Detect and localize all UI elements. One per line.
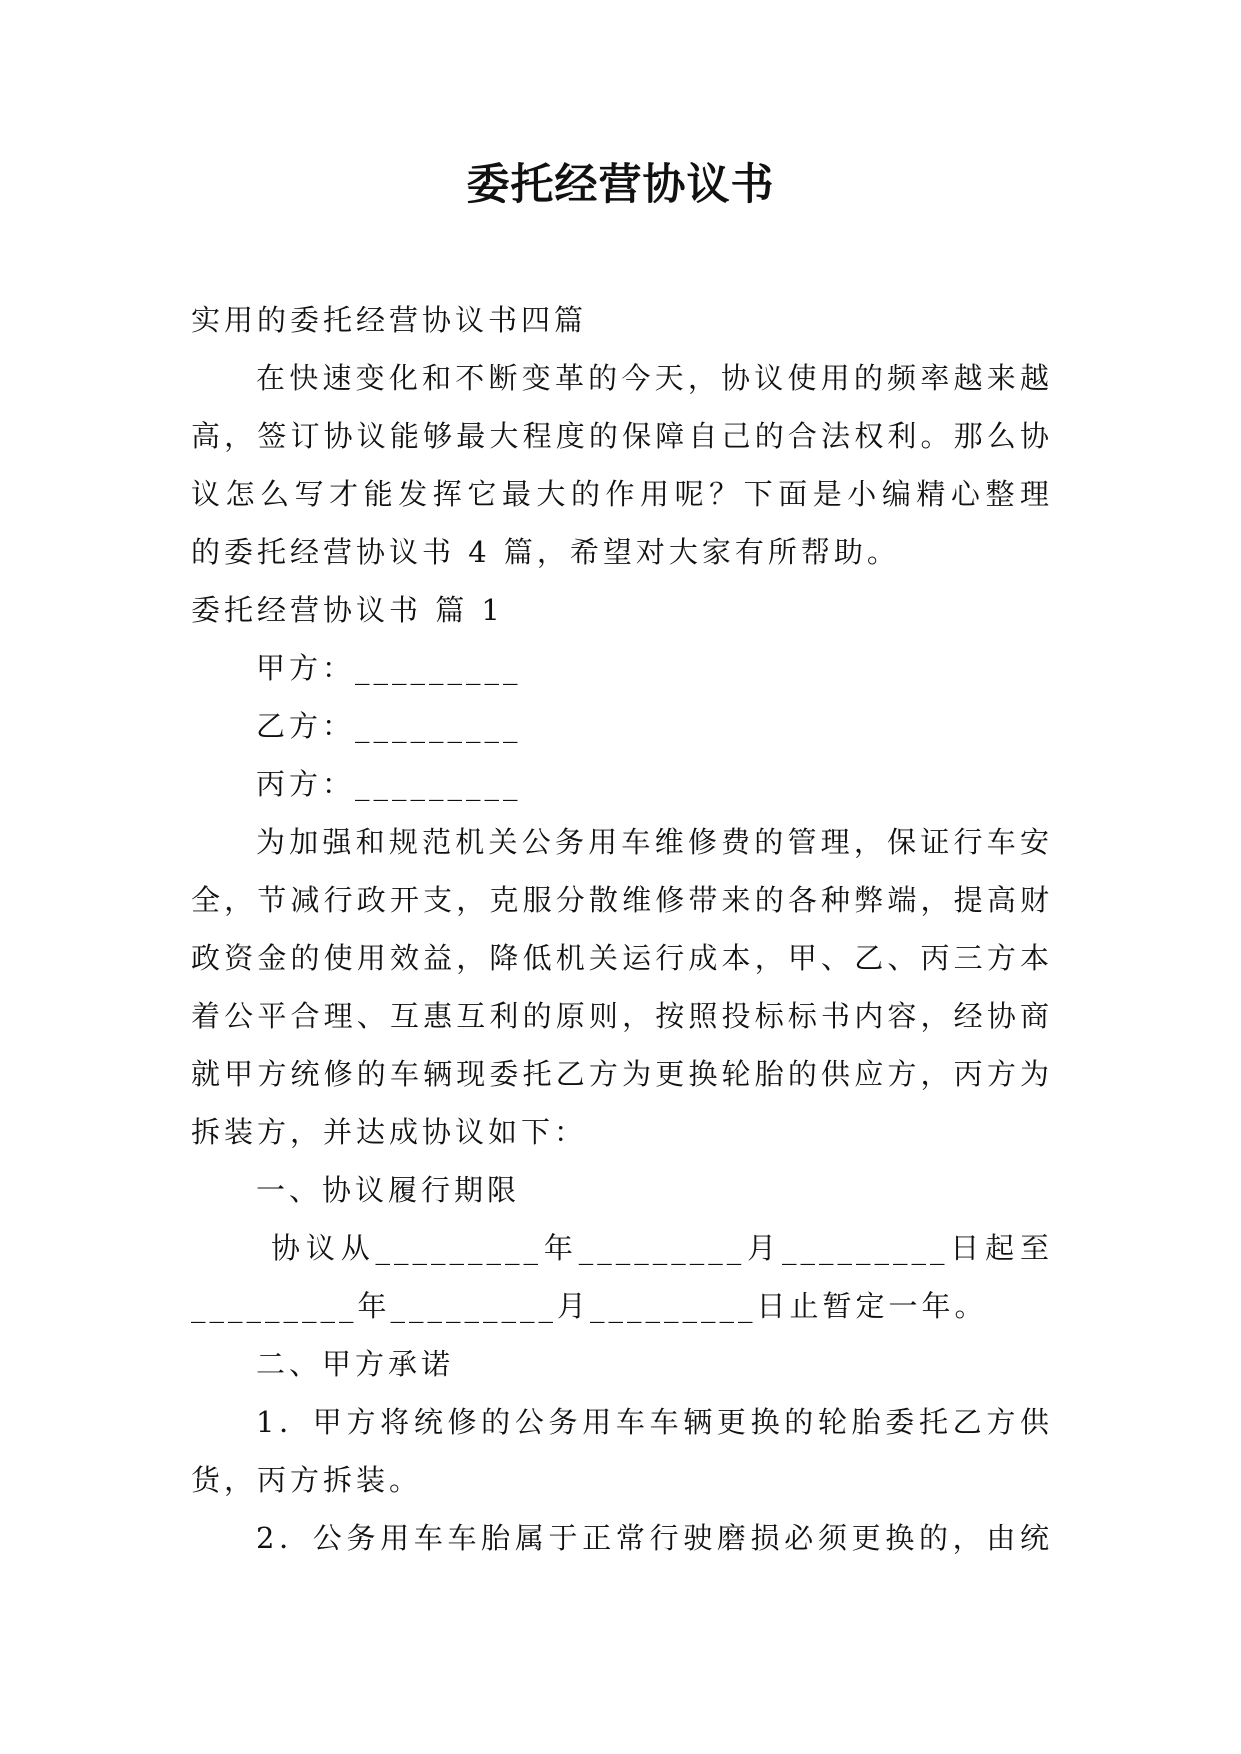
party-c-line: 丙方：_________ <box>256 767 522 801</box>
term-heading: 一、协议履行期限 <box>256 1173 521 1207</box>
document-body <box>191 291 1053 1567</box>
intro-paragraph-line: 在快速变化和不断变革的今天，协议使用的频率越来越 <box>256 361 1053 395</box>
purpose-paragraph-line: 政资金的使用效益，降低机关运行成本，甲、乙、丙三方本 <box>191 941 1053 975</box>
promise-item-line: 货，丙方拆装。 <box>191 1463 423 1497</box>
section-heading: 委托经营协议书 篇 1 <box>191 593 504 627</box>
document-title: 委托经营协议书 <box>466 160 775 210</box>
term-text-line: 协议从_________年_________月_________日起至 <box>271 1231 1053 1265</box>
promise-item-line: 2．公务用车车胎属于正常行驶磨损必须更换的，由统 <box>256 1521 1053 1555</box>
party-b-line: 乙方：_________ <box>256 709 522 743</box>
purpose-paragraph-line: 全，节减行政开支，克服分散维修带来的各种弊端，提高财 <box>191 883 1053 917</box>
party-a-line: 甲方：_________ <box>256 651 522 685</box>
promise-item-line: 1．甲方将统修的公务用车车辆更换的轮胎委托乙方供 <box>256 1405 1053 1439</box>
intro-paragraph-line: 的委托经营协议书 4 篇，希望对大家有所帮助。 <box>191 535 900 569</box>
purpose-paragraph-line: 着公平合理、互惠互利的原则，按照投标标书内容，经协商 <box>191 999 1053 1033</box>
promise-heading: 二、甲方承诺 <box>256 1347 455 1381</box>
term-text-line: _________年_________月_________日止暂定一年。 <box>191 1289 988 1323</box>
intro-paragraph-line: 议怎么写才能发挥它最大的作用呢？下面是小编精心整理 <box>191 477 1053 511</box>
intro-paragraph-line: 高，签订协议能够最大程度的保障自己的合法权利。那么协 <box>191 419 1053 453</box>
purpose-paragraph-line: 拆装方，并达成协议如下： <box>191 1115 588 1149</box>
document-subtitle: 实用的委托经营协议书四篇 <box>191 303 588 337</box>
purpose-paragraph-line: 就甲方统修的车辆现委托乙方为更换轮胎的供应方，丙方为 <box>191 1057 1053 1091</box>
purpose-paragraph-line: 为加强和规范机关公务用车维修费的管理，保证行车安 <box>256 825 1053 859</box>
